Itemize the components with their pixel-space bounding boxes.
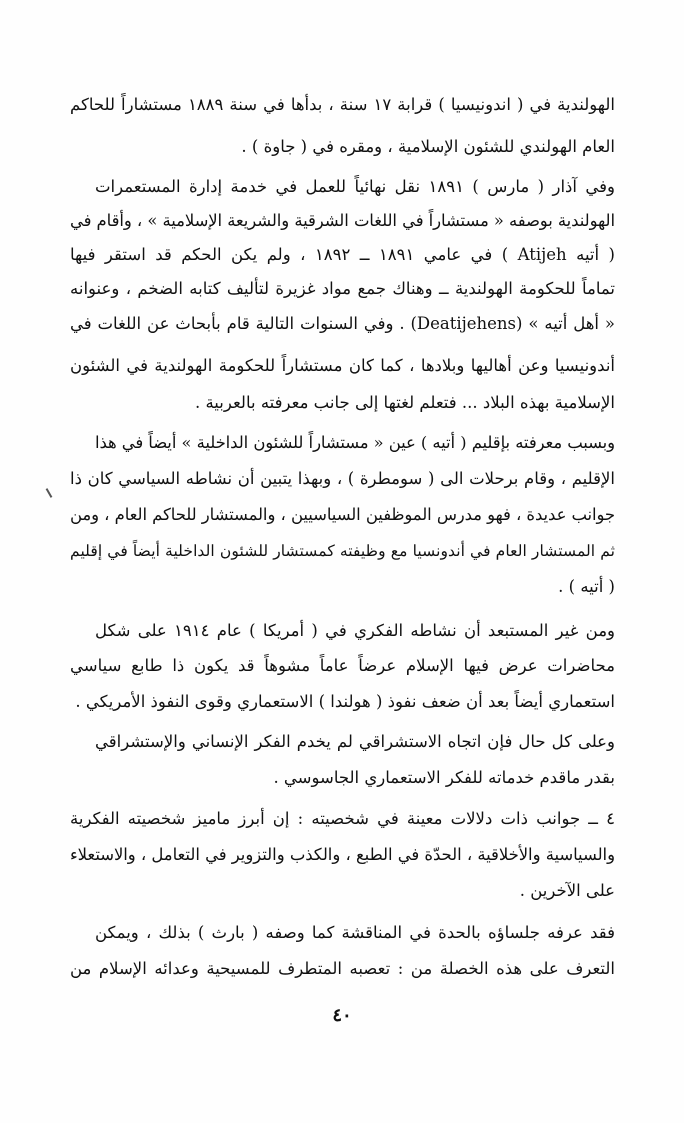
text-line: ثم المستشار العام في أندونسيا مع وظيفته كمستشار للشئون الداخلية أيضاً في إقليم: [70, 541, 615, 560]
text-line: أندونيسيا وعن أهاليها وبلادها ، كما كان مستشاراً للحكومة الهولندية في الشئون: [70, 356, 615, 375]
text-line: « أهل أتيه » (Deatijehens) . وفي السنوات التالية قام بأبحاث عن اللغات في: [70, 314, 615, 333]
text-line: ( أتيه ) .: [558, 577, 615, 596]
text-line: فقد عرفه جلساؤه بالحدة في المناقشة كما وصفه ( بارث ) بذلك ، ويمكن: [95, 923, 615, 942]
text-line: وبسبب معرفته بإقليم ( أتيه ) عين « مستشاراً للشئون الداخلية » أيضاً في هذا: [95, 433, 615, 452]
text-line: الإقليم ، وقام برحلات الى ( سومطرة ) ، وبهذا يتبين أن نشاطه السياسي كان ذا: [70, 469, 615, 488]
text-line: العام الهولندي للشئون الإسلامية ، ومقره في ( جاوة ) .: [241, 137, 615, 156]
text-line: على الآخرين .: [519, 881, 615, 900]
text-line: وفي آذار ( مارس ) ١٨٩١ نقل نهائياً للعمل في خدمة إدارة المستعمرات: [95, 177, 615, 196]
text-line: جوانب عديدة ، فهو مدرس الموظفين السياسيين ، والمستشار للحاكم العام ، ومن: [70, 505, 615, 524]
page-number: ٤٠: [332, 1005, 352, 1026]
text-line: وعلى كل حال فإن اتجاه الاستشراقي لم يخدم الفكر الإنساني والإستشراقي: [95, 732, 615, 751]
text-line: محاضرات عرض فيها الإسلام عرضاً عاماً مشوهاً قد يكون ذا طابع سياسي: [70, 656, 615, 675]
text-line: الإسلامية بهذه البلاد ... فتعلم لغتها إلى جانب معرفته بالعربية .: [194, 393, 615, 412]
text-line: ( أتيه Atijeh ) في عامي ١٨٩١ ــ ١٨٩٢ ، ولم يكن الحكم قد استقر فيها: [70, 245, 615, 264]
text-line: بقدر ماقدم خدماته للفكر الاستعماري الجاسوسي .: [273, 768, 615, 787]
text-line: التعرف على هذه الخصلة من : تعصبه المتطرف للمسيحية وعدائه الإسلام من: [70, 959, 615, 978]
text-line: تماماً للحكومة الهولندية ــ وهناك جمع مواد غزيرة لتأليف كتابه الضخم ، وعنوانه: [70, 279, 615, 298]
text-line: ومن غير المستبعد أن نشاطه الفكري في ( أمريكا ) عام ١٩١٤ على شكل: [95, 621, 615, 640]
text-line: والسياسية والأخلاقية ، الحدّة في الطبع ، والكذب والتزوير في التعامل ، والاستعلاء: [70, 845, 615, 864]
text-line: الهولندية بوصفه « مستشاراً في اللغات الشرقية والشريعة الإسلامية » ، وأقام في: [70, 211, 615, 230]
margin-pencil-mark: [46, 488, 53, 498]
text-line: الهولندية في ( اندونيسيا ) قرابة ١٧ سنة ، بدأها في سنة ١٨٨٩ مستشاراً للحاكم: [70, 95, 615, 114]
text-line: استعماري أيضاً بعد أن ضعف نفوذ ( هولندا ) الاستعماري وقوى النفوذ الأمريكي .: [75, 692, 615, 711]
text-line: ٤ ــ جوانب ذات دلالات معينة في شخصيته : إن أبرز ماميز شخصيته الفكرية: [70, 809, 615, 828]
